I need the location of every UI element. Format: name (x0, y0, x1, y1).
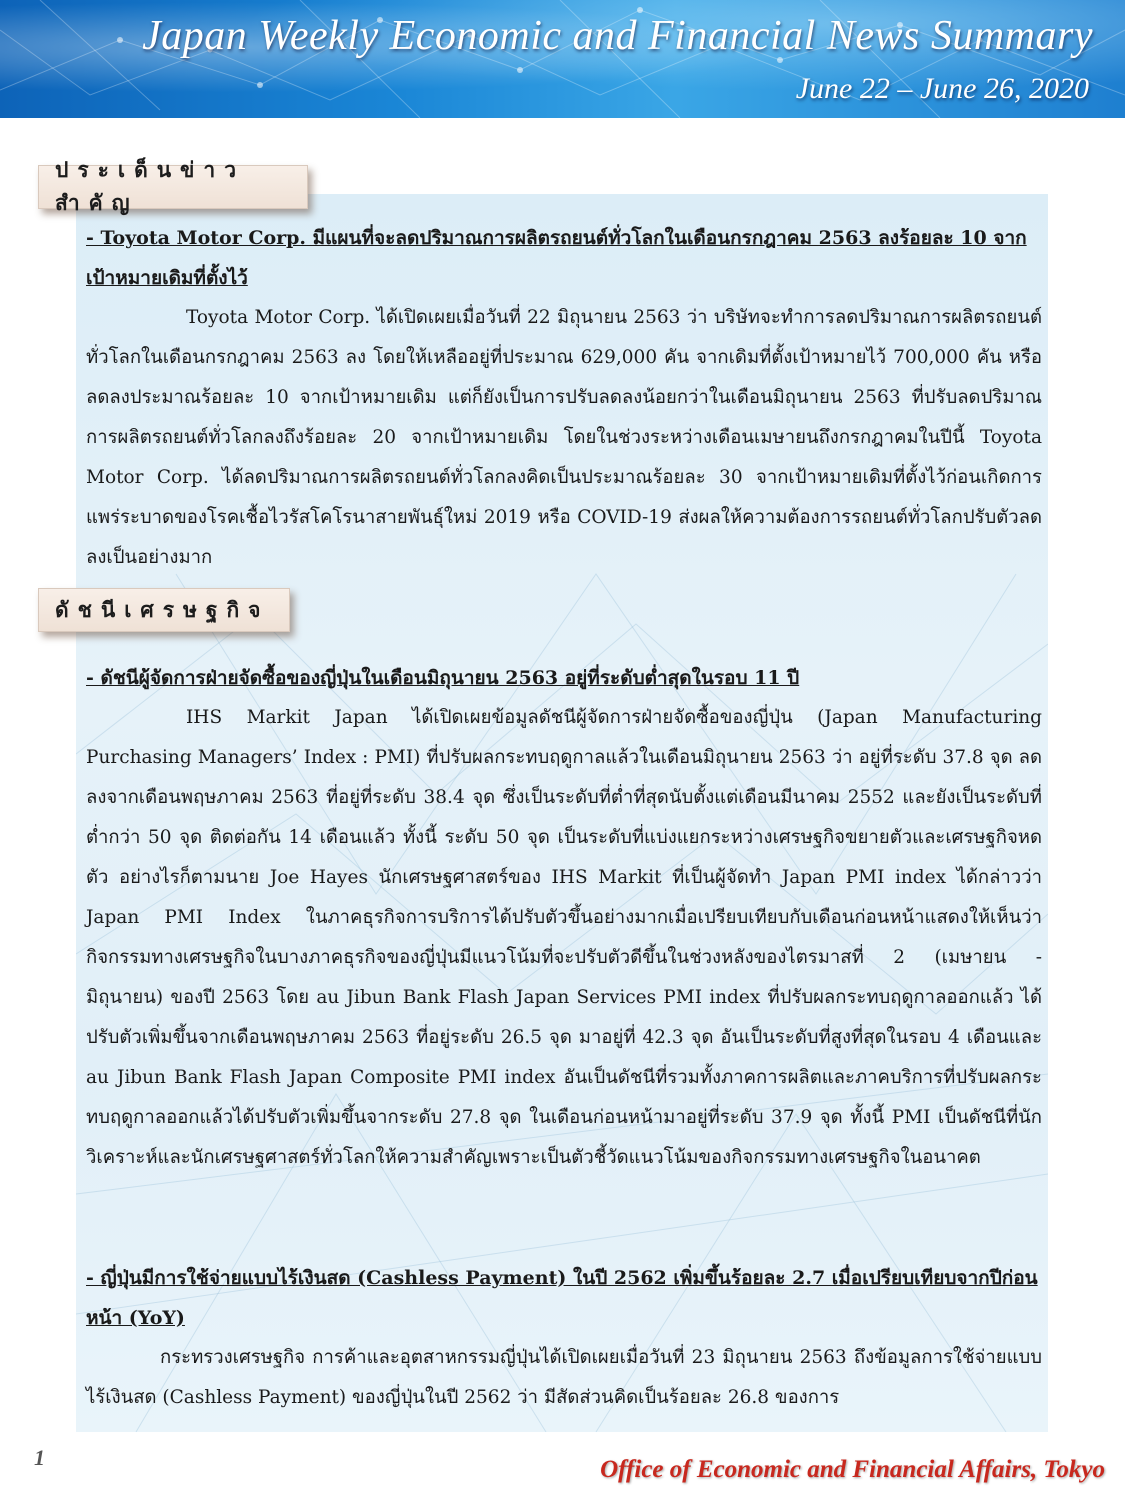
article-pmi (86, 658, 1042, 1178)
header-banner (0, 0, 1125, 118)
newsletter-title: Japan Weekly Economic and Financial News Summary (142, 13, 1093, 59)
date-range: June 22 – June 26, 2020 (795, 72, 1089, 105)
article-body: IHS Markit Japan ได้เปิดเผยข้อมูลดัชนีผู้จัดการฝ่ายจัดซื้อของญี่ปุ่น (Japan Manufacturing Purchasing Managers’ Index : PMI) ที่ปรับผลกระทบฤดูกาลแล้วในเดือนมิถุนายน 2563 ว่า อยู่ที่ระดับ 37.8 จุด ลดลงจากเดือนพฤษภาคม 2563 ที่อยู่ที่ระดับ 38.4 จุด ซึ่งเป็นระดับที่ต่ำที่สุดนับตั้งแต่เดือนมีนาคม 2552 และยังเป็นระดับที่ต่ำกว่า 50 จุด ติดต่อกัน 14 เดือนแล้ว ทั้งนี้ ระดับ 50 จุด เป็นระดับที่แบ่งแยกระหว่างเศรษฐกิจขยายตัวและเศรษฐกิจหดตัว อย่างไรก็ตามนาย Joe Hayes นักเศรษฐศาสตร์ของ IHS Markit ที่เป็นผู้จัดทำ Japan PMI index ได้กล่าวว่า Japan PMI Index ในภาคธุรกิจการบริการได้ปรับตัวขึ้นอย่างมากเมื่อเปรียบเทียบกับเดือนก่อนหน้าแสดงให้เห็นว่ากิจกรรมทางเศรษฐกิจในบางภาคธุรกิจของญี่ปุ่นมีแนวโน้มที่จะปรับตัวดีขึ้นในช่วงหลังของไตรมาสที่ 2 (เมษายน - มิถุนายน) ของปี 2563 โดย au Jibun Bank Flash Japan Services PMI index ที่ปรับผลกระทบฤดูกาลออกแล้ว ได้ปรับตัวเพิ่มขึ้นจากเดือนพฤษภาคม 2563 ที่อยู่ระดับ 26.5 จุด มาอยู่ที่ 42.3 จุด อันเป็นระดับที่สูงที่สุดในรอบ 4 เดือนและ au Jibun Bank Flash Japan Composite PMI index อันเป็นดัชนีที่รวมทั้งภาคการผลิตและภาคบริการที่ปรับผลกระทบฤดูกาลออกแล้วได้ปรับตัวเพิ่มขึ้นจากระดับ 27.8 จุด ในเดือนก่อนหน้ามาอยู่ที่ระดับ 37.9 จุด ทั้งนี้ PMI เป็นดัชนีที่นักวิเคราะห์และนักเศรษฐศาสตร์ทั่วโลกให้ความสำคัญเพราะเป็นตัวชี้วัดแนวโน้มของกิจกรรมทางเศรษฐกิจในอนาคต (86, 707, 1042, 1168)
article-headline: - Toyota Motor Corp. มีแผนที่จะลดปริมาณการผลิตรถยนต์ทั่วโลกในเดือนกรกฎาคม 2563 ลงร้อยละ 10 จากเป้าหมายเดิมที่ตั้งไว้ (86, 227, 1027, 289)
article-headline: - ญี่ปุ่นมีการใช้จ่ายแบบไร้เงินสด (Cashless Payment) ในปี 2562 เพิ่มขึ้นร้อยละ 2.7 เมื่อเปรียบเทียบจากปีก่อนหน้า (YoY) (86, 1267, 1038, 1329)
section-tab-economic-index: ดัชนีเศรษฐกิจ (38, 588, 290, 632)
section-tab-key-news: ประเด็นข่าวสำคัญ (38, 165, 308, 209)
article-body: Toyota Motor Corp. ได้เปิดเผยเมื่อวันที่ 22 มิถุนายน 2563 ว่า บริษัทจะทำการลดปริมาณการผลิตรถยนต์ทั่วโลกในเดือนกรกฎาคม 2563 ลง โดยให้เหลืออยู่ที่ประมาณ 629,000 คัน จากเดิมที่ตั้งเป้าหมายไว้ 700,000 คัน หรือลดลงประมาณร้อยละ 10 จากเป้าหมายเดิม แต่ก็ยังเป็นการปรับลดลงน้อยกว่าในเดือนมิถุนายน 2563 ที่ปรับลดปริมาณการผลิตรถยนต์ทั่วโลกลงถึงร้อยละ 20 จากเป้าหมายเดิม โดยในช่วงระหว่างเดือนเมษายนถึงกรกฎาคมในปีนี้ Toyota Motor Corp. ได้ลดปริมาณการผลิตรถยนต์ทั่วโลกลงคิดเป็นประมาณร้อยละ 30 จากเป้าหมายเดิมที่ตั้งไว้ก่อนเกิดการแพร่ระบาดของโรคเชื้อไวรัสโคโรนาสายพันธุ์ใหม่ 2019 หรือ COVID-19 ส่งผลให้ความต้องการรถยนต์ทั่วโลกปรับตัวลดลงเป็นอย่างมาก (86, 307, 1042, 568)
article-cashless (86, 1258, 1042, 1418)
article-toyota (86, 218, 1042, 578)
office-footer: Office of Economic and Financial Affairs, Tokyo (600, 1456, 1105, 1483)
page-number: 1 (34, 1445, 45, 1470)
article-body: กระทรวงเศรษฐกิจ การค้าและอุตสาหกรรมญี่ปุ่นได้เปิดเผยเมื่อวันที่ 23 มิถุนายน 2563 ถึงข้อมูลการใช้จ่ายแบบไร้เงินสด (Cashless Payment) ของญี่ปุ่นในปี 2562 ว่า มีสัดส่วนคิดเป็นร้อยละ 26.8 ของการ (86, 1347, 1042, 1408)
article-headline: - ดัชนีผู้จัดการฝ่ายจัดซื้อของญี่ปุ่นในเดือนมิถุนายน 2563 อยู่ที่ระดับต่ำสุดในรอบ 11 ปี (86, 667, 800, 689)
